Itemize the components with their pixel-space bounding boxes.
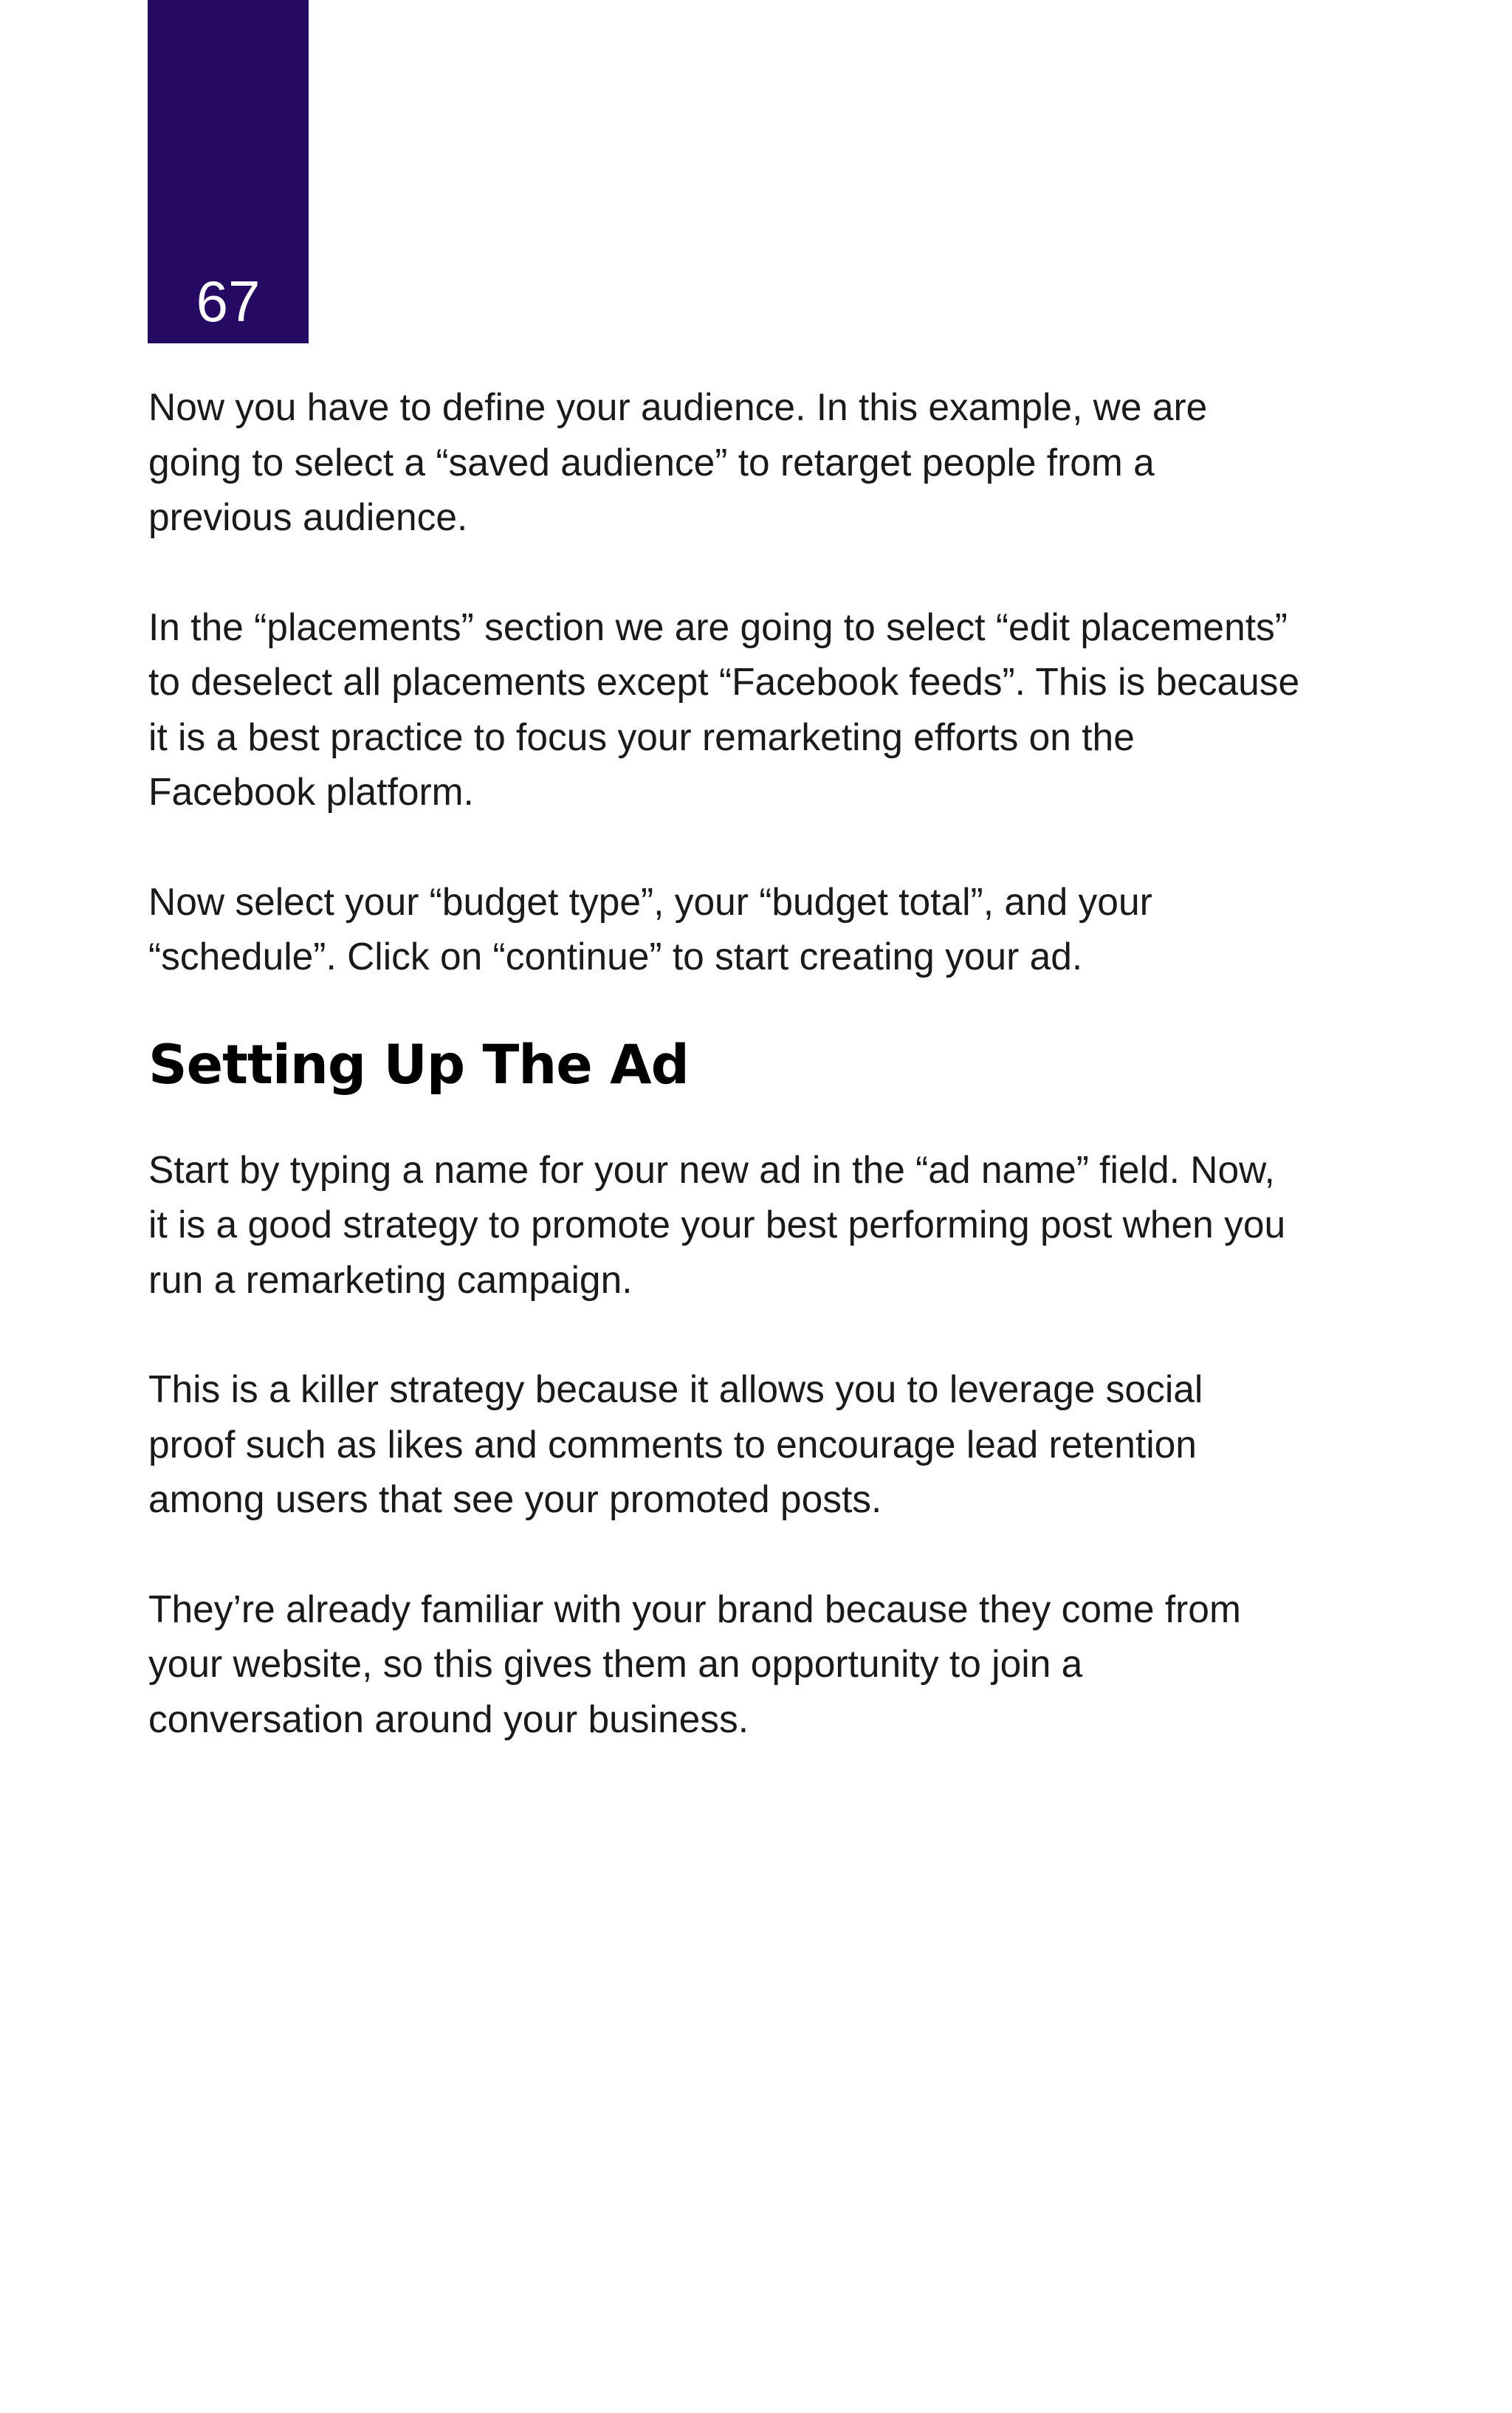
section-heading: Setting Up The Ad xyxy=(148,1033,689,1096)
page-number-tab xyxy=(148,0,309,343)
paragraph-define-audience: Now you have to define your audience. In this example, we are going to select a “saved audience” to retarget people from a previous audience. xyxy=(148,385,1208,538)
paragraph-brand-familiarity: They’re already familiar with your brand because they come from your website, so this gives them an opportunity to join a conversation around your business. xyxy=(148,1587,1241,1740)
paragraph-budget: Now select your “budget type”, your “budget total”, and your “schedule”. Click on “continue” to start creating your ad. xyxy=(148,879,1152,978)
page-number: 67 xyxy=(196,269,261,334)
paragraph-placements: In the “placements” section we are going to select “edit placements” to deselect all placements except “Facebook feeds”. This is because it is a best practice to focus your remarketing efforts on the Facebook platform. xyxy=(148,605,1300,813)
paragraph-killer-strategy: This is a killer strategy because it allows you to leverage social proof such as likes and comments to encourage lead retention among users that see your promoted posts. xyxy=(148,1367,1203,1520)
page-content xyxy=(148,380,1300,1746)
paragraph-ad-name: Start by typing a name for your new ad in the “ad name” field. Now, it is a good strategy to promote your best performing post when you run a remarketing campaign. xyxy=(148,1147,1286,1301)
